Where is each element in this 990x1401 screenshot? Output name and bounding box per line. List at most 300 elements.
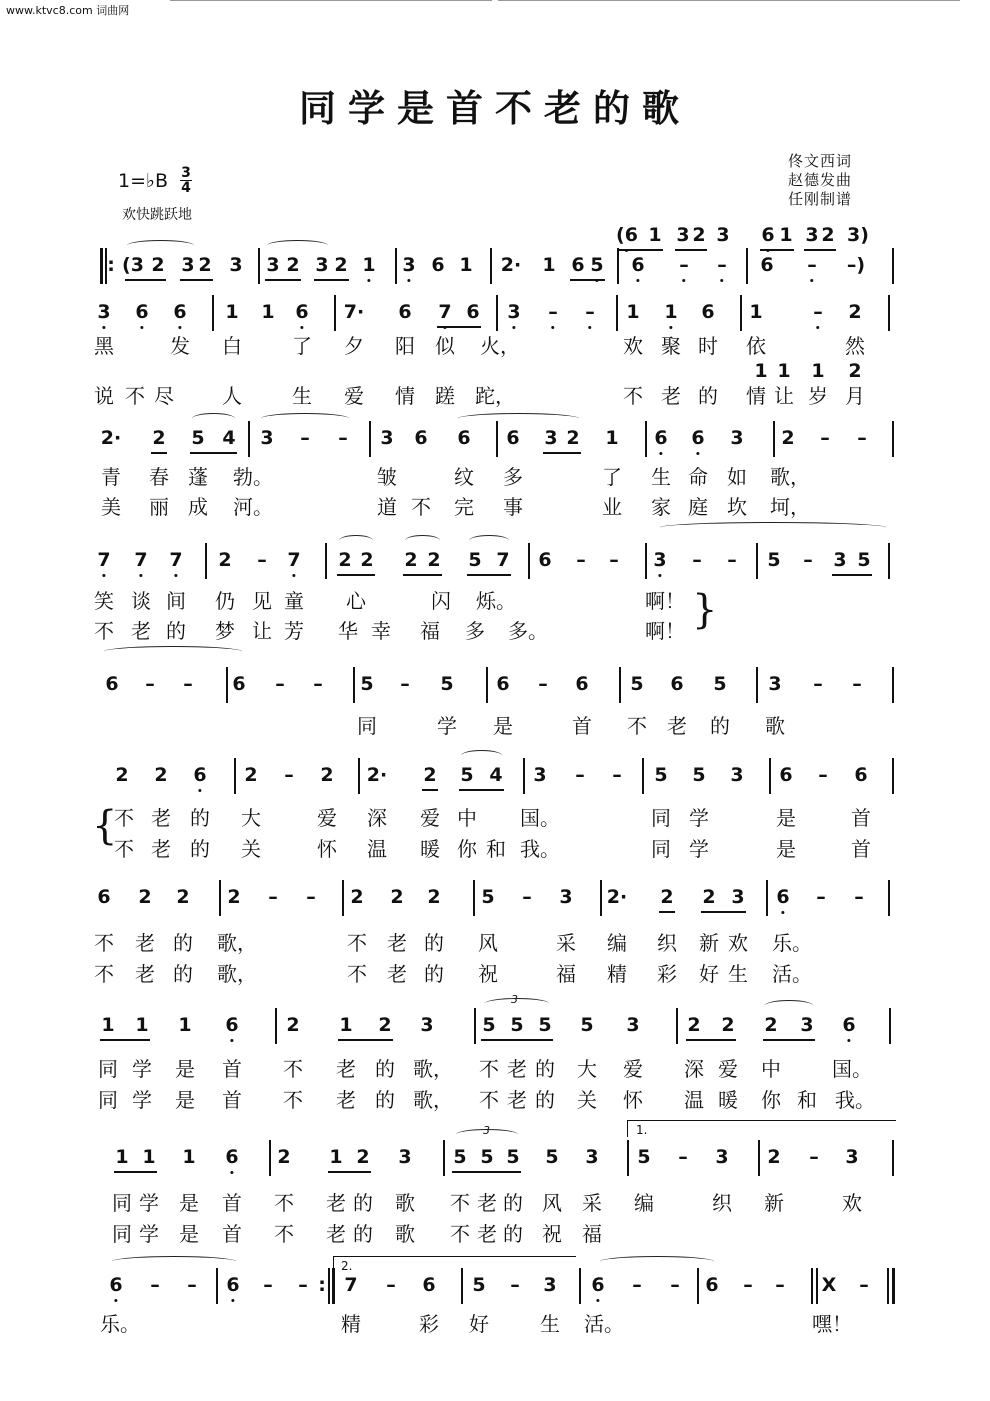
note: 6 (225, 1142, 238, 1172)
note: – (257, 549, 267, 571)
lyric-char: 童 (284, 589, 304, 613)
lyric-char: 学 (139, 1222, 159, 1246)
barline (353, 667, 355, 703)
note: 6 (457, 427, 471, 449)
lyric-char: 蓬 (188, 465, 208, 489)
note: 2 (821, 224, 835, 246)
note: 3 (507, 297, 520, 327)
lyric-char: 华 (338, 619, 358, 643)
barline (490, 248, 492, 284)
barline (219, 880, 221, 916)
lyric-char: 谈 (131, 589, 151, 613)
note: 3 (559, 886, 573, 908)
note: 6 (760, 254, 774, 276)
meter-bottom: 4 (181, 180, 191, 196)
note: 5 (472, 1274, 486, 1296)
note: 2 (350, 886, 364, 908)
note: 3 (768, 673, 782, 695)
lyric-char: 说 (94, 384, 114, 408)
lyric-char: 歌， (217, 931, 257, 955)
note: – (510, 1274, 520, 1296)
barline (528, 543, 530, 579)
note: – (809, 1146, 819, 1168)
barline (888, 880, 890, 916)
note: 2 (320, 764, 334, 786)
lyric-char: 不 (274, 1191, 294, 1215)
note: – (727, 549, 737, 571)
lyric-char: 让 (252, 619, 272, 643)
lyric-char: 情 (395, 384, 415, 408)
note: 7 (287, 545, 300, 575)
note: 2 (692, 224, 706, 246)
note: 2 (286, 254, 300, 276)
note: – (775, 1274, 785, 1296)
lyric-char: 爱 (317, 806, 337, 830)
note: 6 (631, 250, 644, 280)
barline (746, 248, 748, 284)
note: – (576, 549, 586, 571)
note: – (813, 297, 823, 327)
note: 5 (482, 1014, 496, 1036)
lyric-char: 依 (746, 334, 766, 358)
barline (756, 543, 758, 579)
notation-row-2 (0, 297, 990, 327)
beam-underline (100, 1039, 150, 1041)
barline (325, 543, 327, 579)
lyric-char: 新 (764, 1191, 784, 1215)
note: 2 (767, 1146, 781, 1168)
tie-row10-start (112, 1256, 236, 1267)
note: 1 (101, 1014, 115, 1036)
beam-underline (481, 1039, 553, 1041)
note: 3 (380, 427, 394, 449)
barline (486, 667, 488, 703)
lyricist-credit: 佟文西词 (788, 152, 853, 170)
lyric-char: 老 (326, 1222, 346, 1246)
note: – (275, 673, 285, 695)
barline (234, 758, 236, 794)
lyric-char: 首 (222, 1088, 242, 1112)
note: 3 (585, 1146, 599, 1168)
lyric-char: 笑 (94, 589, 114, 613)
notation-row-3 (0, 423, 990, 453)
note: 5 (460, 764, 474, 786)
lyric-char: 好 (699, 962, 719, 986)
lyric-char: 不 (94, 962, 114, 986)
barline (269, 1140, 271, 1176)
lyric-char: 岁 (808, 384, 828, 408)
note: 6 (226, 1270, 239, 1300)
lyric-char: 关 (577, 1088, 597, 1112)
lyric-char: 勃。 (233, 465, 273, 489)
lyric-char: 首 (222, 1057, 242, 1081)
lyric-char: 成 (188, 495, 208, 519)
beam-underline (832, 574, 872, 576)
barline (100, 248, 103, 284)
note: 2· (366, 764, 388, 786)
lyric-row-8-verse1 (0, 1056, 990, 1082)
beam-underline (437, 326, 481, 328)
note: 2 (360, 549, 374, 571)
lyric-row-6-verse1 (0, 805, 990, 831)
lyric-char: 不 (274, 1222, 294, 1246)
note: 5 (440, 673, 454, 695)
note: 6 (97, 886, 111, 908)
note: 1 (339, 1014, 353, 1036)
lyric-char: 的 (190, 806, 210, 830)
lyric-char: 的 (698, 384, 718, 408)
note: 6 (431, 254, 445, 276)
note: 6 (701, 301, 715, 323)
note: – (400, 673, 410, 695)
note: 6 (776, 882, 789, 912)
lyric-char: 首 (222, 1222, 242, 1246)
lyric-char: 织 (712, 1191, 732, 1215)
lyric-char: 老 (336, 1057, 356, 1081)
barline (627, 1140, 629, 1176)
lyric-char: 多。 (508, 619, 548, 643)
triplet-arc-1 (485, 998, 549, 1009)
note: 2 (764, 1014, 778, 1036)
lyric-char: 老 (507, 1088, 527, 1112)
note: 2 (356, 1146, 370, 1168)
lyric-char: 福 (420, 619, 440, 643)
top-rule-left (170, 0, 492, 1)
lyric-char: 啊！ (645, 619, 685, 643)
barline (889, 1008, 891, 1044)
lyric-char: 见 (252, 589, 272, 613)
note: 5 (506, 1146, 520, 1168)
lyric-row-2-verse2 (0, 383, 990, 409)
volta-number-1: 1. (636, 1123, 648, 1137)
beam-underline (151, 452, 167, 454)
note: 3 (544, 427, 558, 449)
lyric-char: 丽 (149, 495, 169, 519)
lyric-char: 然 (845, 334, 865, 358)
note: 1 (779, 224, 793, 246)
note: – (306, 886, 316, 908)
note: 6 (422, 1274, 436, 1296)
note: 6 (779, 764, 793, 786)
note: 6 (842, 1010, 855, 1040)
note: 5 (360, 673, 374, 695)
note: 4 (489, 764, 503, 786)
note: 3 (260, 427, 274, 449)
lyric-char: 不 (627, 714, 647, 738)
note: – (263, 1274, 273, 1296)
note: 3 (533, 764, 547, 786)
note: 2 (227, 886, 241, 908)
lyric-char: 彩 (419, 1312, 439, 1336)
lyric-char: 的 (710, 714, 730, 738)
lyric-char: 老 (131, 619, 151, 643)
lyric-char: 蹉 (435, 384, 455, 408)
slur (192, 413, 235, 424)
note: 5 (191, 427, 205, 449)
beam-underline (190, 452, 237, 454)
time-signature (180, 166, 192, 195)
beam-underline (452, 1171, 521, 1173)
lyric-char: 的 (375, 1057, 395, 1081)
barline (758, 1140, 760, 1176)
note: 7 (438, 297, 451, 327)
beam-underline (570, 279, 605, 281)
lyric-char: 大 (241, 806, 261, 830)
slur (461, 750, 502, 761)
lyric-char: 家 (651, 495, 671, 519)
note: 3 (716, 224, 730, 246)
note: – (857, 427, 867, 449)
lyric-char: 尽 (154, 384, 174, 408)
note: 3 (730, 764, 744, 786)
note: 2 (378, 1014, 392, 1036)
beam-underline (422, 789, 438, 791)
slur (339, 535, 373, 546)
lyric-char: 采 (556, 931, 576, 955)
lyric-char: 完 (454, 495, 474, 519)
note: 6 (591, 1270, 604, 1300)
verse-brace-left: { (92, 803, 118, 849)
note: 7 (169, 545, 182, 575)
lyric-char: 的 (353, 1222, 373, 1246)
lyric-char: 同 (651, 837, 671, 861)
barline (676, 1008, 678, 1044)
lyric-char: 生 (292, 384, 312, 408)
beam-underline (459, 789, 504, 791)
lyric-char: 命 (688, 465, 708, 489)
lyric-char: 歌 (395, 1191, 415, 1215)
note: 1 (178, 1014, 192, 1036)
note: 6 (654, 423, 667, 453)
lyric-char: 生 (540, 1312, 560, 1336)
lyric-char: 的 (190, 837, 210, 861)
lyric-char: 活。 (772, 962, 812, 986)
note: 1 (135, 1014, 149, 1036)
repeat-dots: : (318, 1274, 326, 1296)
lyric-char: 老 (661, 384, 681, 408)
note: 2 (277, 1146, 291, 1168)
note: X (821, 1274, 837, 1296)
barline (697, 1268, 699, 1304)
lyric-char: 幸 (371, 619, 391, 643)
meter-top: 3 (181, 165, 191, 181)
lyric-char: 国。 (832, 1057, 872, 1081)
note: 6 (571, 254, 585, 276)
note: 1 (777, 360, 791, 382)
note: 2· (606, 886, 628, 908)
lyric-char: 祝 (542, 1222, 562, 1246)
lyric-char: 老 (135, 962, 155, 986)
lyric-char: 不 (94, 619, 114, 643)
barline (369, 421, 371, 457)
note: 3 (626, 1014, 640, 1036)
barline (888, 295, 890, 331)
lyric-char: 老 (387, 931, 407, 955)
barline (892, 1140, 894, 1176)
lyric-row-3-verse2 (0, 494, 990, 520)
lyric-char: 闪 (431, 589, 451, 613)
lyric-char: 首 (851, 837, 871, 861)
lyric-char: 的 (173, 962, 193, 986)
lyric-char: 老 (135, 931, 155, 955)
lyric-char: 关 (241, 837, 261, 861)
barline (617, 248, 619, 284)
note: 6 (135, 297, 148, 327)
tie-row5-long (104, 646, 242, 657)
note: 2 (848, 301, 862, 323)
lyric-char: 暖 (718, 1088, 738, 1112)
note: – (548, 297, 558, 327)
lyric-char: 是 (776, 837, 796, 861)
lyric-char: 深 (684, 1057, 704, 1081)
notation-row-3-alt (0, 356, 990, 386)
lyric-char: 嘿！ (812, 1312, 852, 1336)
lyric-char: 火， (480, 334, 520, 358)
note: 6 (670, 673, 684, 695)
note: – (612, 764, 622, 786)
note: – (150, 1274, 160, 1296)
barline (892, 667, 894, 703)
note: – (145, 673, 155, 695)
lyric-char: 不 (450, 1222, 470, 1246)
note: – (183, 673, 193, 695)
barline (816, 1268, 818, 1304)
note: 7· (343, 301, 365, 323)
lyric-row-6-verse2 (0, 836, 990, 862)
note: 6 (232, 673, 246, 695)
lyric-char: 的 (503, 1222, 523, 1246)
lyric-char: 不 (125, 384, 145, 408)
barline (892, 421, 894, 457)
lyric-char: 采 (582, 1191, 602, 1215)
notation-row-7 (0, 882, 990, 912)
lyric-char: 歌， (770, 465, 810, 489)
lyric-char: 学 (132, 1057, 152, 1081)
lyric-char: 同 (357, 714, 377, 738)
barline (892, 1268, 895, 1304)
note: 1 (182, 1146, 196, 1168)
lyric-char: 老 (387, 962, 407, 986)
note: 1 (362, 250, 375, 280)
note: 2 (218, 549, 232, 571)
barline (811, 1268, 813, 1304)
lyric-char: 温 (684, 1088, 704, 1112)
beam-underline (180, 279, 213, 281)
lyric-char: 学 (689, 837, 709, 861)
note: 6 (109, 1270, 122, 1300)
note: – (585, 297, 595, 327)
lyric-char: 爱 (718, 1057, 738, 1081)
note: 3 (420, 1014, 434, 1036)
note: – (820, 427, 830, 449)
note: – (284, 764, 294, 786)
note: – (679, 250, 689, 280)
note: 6 (466, 301, 480, 323)
triplet-arc-2 (456, 1129, 518, 1140)
lyric-char: 似 (435, 334, 455, 358)
lyric-char: 庭 (688, 495, 708, 519)
lyric-char: 不 (450, 1191, 470, 1215)
lyric-char: 仍 (215, 589, 235, 613)
lyric-row-4-verse1 (0, 588, 990, 614)
lyric-char: 美 (101, 495, 121, 519)
lyric-char: 不 (283, 1088, 303, 1112)
lyric-char: 深 (367, 806, 387, 830)
note: 5 (590, 250, 603, 280)
note: 5 (654, 764, 668, 786)
lyric-char: 河。 (233, 495, 273, 519)
lyric-char: 和 (797, 1088, 817, 1112)
slur (267, 240, 328, 251)
lyric-char: 的 (375, 1088, 395, 1112)
barline (892, 248, 894, 284)
barline (773, 421, 775, 457)
lyric-char: 不 (411, 495, 431, 519)
lyric-char: 月 (845, 384, 865, 408)
lyric-char: 是 (175, 1057, 195, 1081)
note: 3 (845, 1146, 859, 1168)
lyric-char: 时 (698, 334, 718, 358)
lyric-char: 是 (493, 714, 513, 738)
lyric-char: 祝 (478, 962, 498, 986)
note: 6 (538, 549, 552, 571)
lyric-row-10 (0, 1311, 990, 1337)
triplet-mark-2: 3 (483, 1124, 490, 1137)
lyric-char: 的 (503, 1191, 523, 1215)
note: 2· (100, 427, 122, 449)
lyric-char: 老 (151, 806, 171, 830)
lyric-char: 皱 (377, 465, 397, 489)
note: 2 (390, 886, 404, 908)
note: – (300, 427, 310, 449)
note: 5 (713, 673, 727, 695)
lyric-char: 了 (602, 465, 622, 489)
note: – (678, 1146, 688, 1168)
note: – (268, 886, 278, 908)
note: – (575, 764, 585, 786)
note: 2 (427, 886, 441, 908)
lyric-char: 活。 (584, 1312, 624, 1336)
lyric-char: 歌， (413, 1088, 453, 1112)
note: 7 (496, 549, 510, 571)
note: – (813, 673, 823, 695)
slur (469, 535, 509, 546)
note: 2 (154, 764, 168, 786)
note: 1 (648, 224, 662, 246)
triplet-mark-1: 3 (511, 993, 518, 1006)
note: – (852, 673, 862, 695)
note: 3 (805, 224, 819, 246)
barline (892, 758, 894, 794)
note: – (859, 1274, 869, 1296)
barline (474, 1008, 476, 1044)
note: – (632, 1274, 642, 1296)
note: 5 (692, 764, 706, 786)
barline (616, 295, 618, 331)
note: 3 (181, 254, 195, 276)
note: – (298, 1274, 308, 1296)
note: 1 (754, 360, 768, 382)
lyric-char: 是 (179, 1222, 199, 1246)
lyric-char: 生 (728, 962, 748, 986)
note: 6 (398, 301, 412, 323)
note: – (854, 886, 864, 908)
note: 2 (427, 549, 441, 571)
note: 2 (338, 549, 352, 571)
note: 1 (142, 1146, 156, 1168)
note: 6 (506, 427, 520, 449)
note: 2 (151, 254, 165, 276)
